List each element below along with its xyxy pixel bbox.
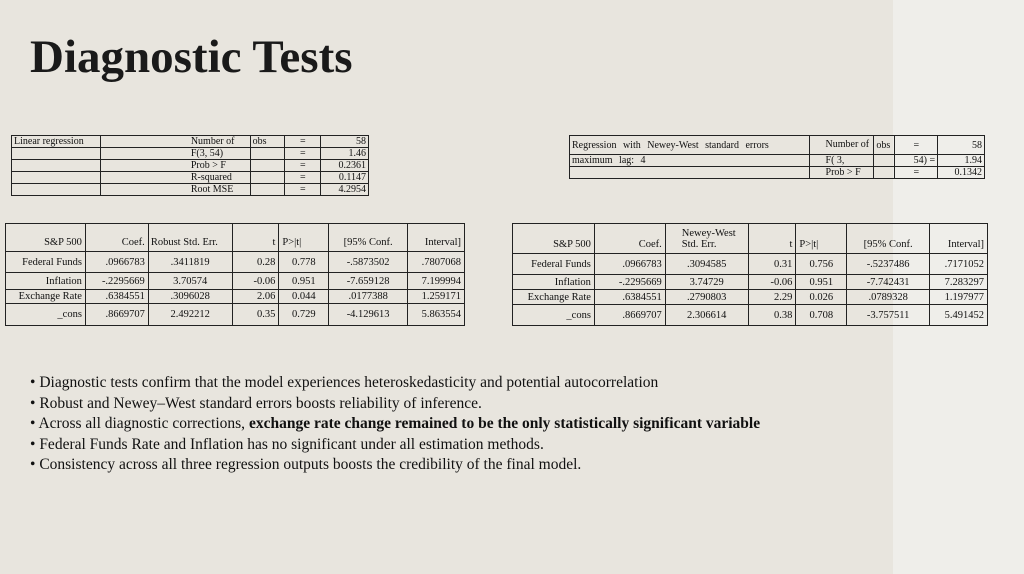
table-cell: 1.197977 <box>930 290 988 305</box>
column-header: P>|t| <box>279 224 329 252</box>
equals: = <box>285 160 321 172</box>
table-cell: 7.199994 <box>408 273 465 290</box>
table-cell: Inflation <box>513 275 595 290</box>
equals: = <box>895 167 938 179</box>
stat-value: 0.1342 <box>938 167 985 179</box>
page-title: Diagnostic Tests <box>30 31 353 83</box>
table-row <box>6 290 465 304</box>
equals: = <box>285 172 321 184</box>
table-cell: Inflation <box>6 273 86 290</box>
stat-value: 0.1147 <box>321 172 369 184</box>
model-label: Linear regression <box>12 136 101 148</box>
table-cell: -0.06 <box>232 273 279 290</box>
table-cell: -.5237486 <box>847 254 930 275</box>
stat-value: 1.94 <box>938 155 985 167</box>
ols-summary-table <box>11 135 369 196</box>
column-header: P>|t| <box>796 224 847 254</box>
stat-value: 1.46 <box>321 148 369 160</box>
bullet-text: Robust and Newey–West standard errors boosts reliability of inference. <box>39 394 482 412</box>
table-row <box>513 290 988 305</box>
stat-label-2: obs <box>874 136 895 155</box>
stat-label: F( 3, <box>809 155 874 167</box>
table-cell: -0.06 <box>748 275 796 290</box>
stat-label: Number of <box>809 136 874 155</box>
table-row <box>6 273 465 290</box>
table-cell: 0.38 <box>748 305 796 326</box>
column-header: S&P 500 <box>513 224 595 254</box>
table-cell: 2.492212 <box>148 304 232 326</box>
table-cell: -7.659128 <box>329 273 408 290</box>
table-cell: .3411819 <box>148 252 232 273</box>
table-cell: 0.044 <box>279 290 329 304</box>
bullet-text: Across all diagnostic corrections, <box>38 415 249 432</box>
header-row <box>6 224 465 252</box>
bullet-item <box>30 373 760 394</box>
table-cell: .0789328 <box>847 290 930 305</box>
stat-label: F(3, 54) <box>100 148 250 160</box>
equals: 54) = <box>895 155 938 167</box>
stat-label: Number of <box>100 136 250 148</box>
table-cell: -3.757511 <box>847 305 930 326</box>
table-cell: 0.28 <box>232 252 279 273</box>
table-cell: 2.306614 <box>665 305 748 326</box>
bullet-text: Federal Funds Rate and Inflation has no significant under all estimation methods. <box>39 435 544 453</box>
table-cell: .3094585 <box>665 254 748 275</box>
table-cell: .0966783 <box>594 254 665 275</box>
stat-label: Prob > F <box>100 160 250 172</box>
table-cell: 0.729 <box>279 304 329 326</box>
equals: = <box>895 136 938 155</box>
table-cell: -7.742431 <box>847 275 930 290</box>
column-header: [95% Conf. <box>329 224 408 252</box>
table-cell: .6384551 <box>85 290 148 304</box>
column-header: S&P 500 <box>6 224 86 252</box>
table-cell: 3.70574 <box>148 273 232 290</box>
table-row <box>6 304 465 326</box>
table-cell: 0.951 <box>796 275 847 290</box>
newey-west-regression-table <box>512 223 988 326</box>
table-cell: .6384551 <box>594 290 665 305</box>
table-cell: .0177388 <box>329 290 408 304</box>
stat-value: 58 <box>321 136 369 148</box>
table-row <box>6 252 465 273</box>
lag-label: maximum lag: 4 <box>570 155 810 167</box>
bullet-item <box>30 455 760 476</box>
robust-regression-table <box>5 223 465 326</box>
table-cell: 0.778 <box>279 252 329 273</box>
header-row <box>513 224 988 254</box>
table-row <box>513 275 988 290</box>
column-header: Coef. <box>85 224 148 252</box>
table-row <box>513 254 988 275</box>
table-cell: .8669707 <box>85 304 148 326</box>
column-header: t <box>748 224 796 254</box>
table-cell: 7.283297 <box>930 275 988 290</box>
table-cell: 0.708 <box>796 305 847 326</box>
column-header: Interval] <box>930 224 988 254</box>
table-row <box>513 305 988 326</box>
bullet-emphasis: exchange rate change remained to be the only statistically significant variable <box>248 415 761 432</box>
bullet-text: Diagnostic tests confirm that the model experiences heteroskedasticity and potential autocorrelation <box>39 374 659 391</box>
table-cell: 0.951 <box>279 273 329 290</box>
table-cell: .3096028 <box>148 290 232 304</box>
table-cell: 0.756 <box>796 254 847 275</box>
bullet-text: Consistency across all three regression outputs boosts the credibility of the final model. <box>39 456 582 473</box>
stat-label: Root MSE <box>100 184 250 196</box>
table-cell: .0966783 <box>85 252 148 273</box>
table-cell: _cons <box>513 305 595 326</box>
bullet-item <box>30 394 760 415</box>
table-cell: -4.129613 <box>329 304 408 326</box>
table-cell: 0.35 <box>232 304 279 326</box>
stat-label: Prob > F <box>809 167 874 179</box>
table-cell: 3.74729 <box>665 275 748 290</box>
column-header: Robust Std. Err. <box>148 224 232 252</box>
table-cell: .7171052 <box>930 254 988 275</box>
table-cell: .8669707 <box>594 305 665 326</box>
column-header: t <box>232 224 279 252</box>
bullet-list <box>30 373 760 476</box>
table-cell: -.2295669 <box>85 273 148 290</box>
table-cell: 2.29 <box>748 290 796 305</box>
equals: = <box>285 136 321 148</box>
table-cell: 1.259171 <box>408 290 465 304</box>
column-header: Interval] <box>408 224 465 252</box>
table-cell: Exchange Rate <box>6 290 86 304</box>
equals: = <box>285 184 321 196</box>
newey-west-summary-table <box>569 135 985 179</box>
table-cell: 2.06 <box>232 290 279 304</box>
table-cell: .2790803 <box>665 290 748 305</box>
table-cell: 5.863554 <box>408 304 465 326</box>
stat-value: 58 <box>938 136 985 155</box>
table-cell: Federal Funds <box>513 254 595 275</box>
stat-label: R-squared <box>100 172 250 184</box>
equals: = <box>285 148 321 160</box>
table-cell: _cons <box>6 304 86 326</box>
column-header: [95% Conf. <box>847 224 930 254</box>
bullet-item <box>30 414 760 435</box>
table-cell: Federal Funds <box>6 252 86 273</box>
table-cell: -.2295669 <box>594 275 665 290</box>
column-header: Coef. <box>594 224 665 254</box>
stat-value: 4.2954 <box>321 184 369 196</box>
bullet-item <box>30 435 760 456</box>
stat-value: 0.2361 <box>321 160 369 172</box>
table-cell: 5.491452 <box>930 305 988 326</box>
table-cell: -.5873502 <box>329 252 408 273</box>
column-header: Newey-West Std. Err. <box>665 224 748 254</box>
model-label: Regression with Newey-West standard errors <box>570 136 810 155</box>
table-cell: .7807068 <box>408 252 465 273</box>
table-cell: 0.026 <box>796 290 847 305</box>
table-cell: Exchange Rate <box>513 290 595 305</box>
stat-label-2: obs <box>250 136 285 148</box>
table-cell: 0.31 <box>748 254 796 275</box>
